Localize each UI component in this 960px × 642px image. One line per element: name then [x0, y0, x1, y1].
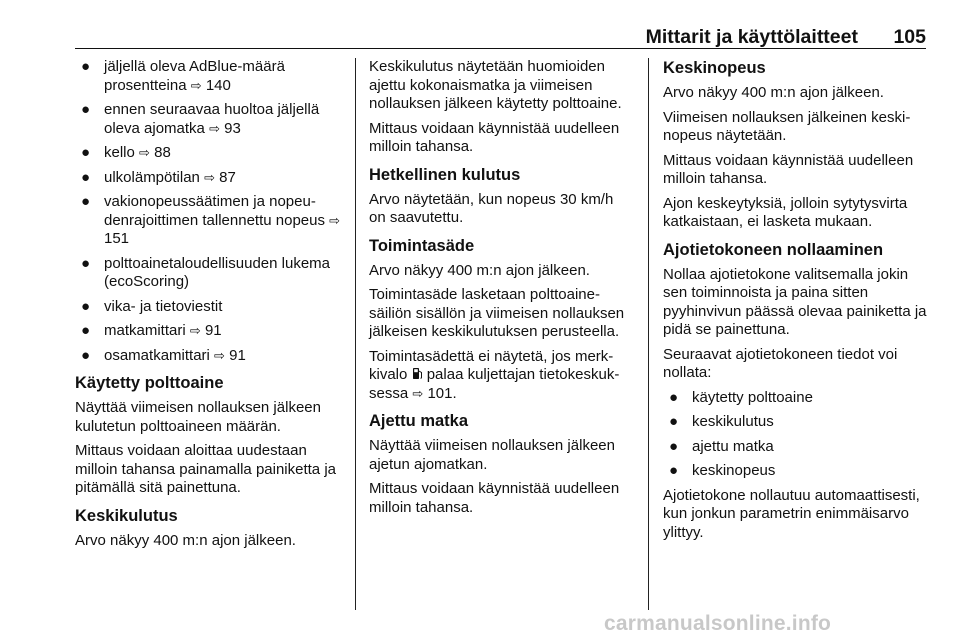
reference-arrow-icon: ⇨: [214, 347, 225, 363]
bullet-list: [75, 58, 343, 365]
page-reference[interactable]: 140: [205, 76, 231, 94]
reference-arrow-icon: ⇨: [329, 212, 341, 228]
page-reference[interactable]: 101.: [427, 384, 457, 402]
reference-arrow-icon: ⇨: [204, 169, 215, 185]
reference-arrow-icon: ⇨: [139, 145, 150, 160]
section-heading: Ajettu matka: [369, 412, 469, 430]
paragraph: Mittaus voidaan aloittaa uudestaan milloin tahansa painamalla painiketta ja pitämällä sitä painettuna.: [75, 442, 336, 496]
reference-arrow-icon: ⇨: [412, 385, 424, 401]
page-reference[interactable]: 93: [224, 119, 241, 137]
list-item: ● kello ⇨ 88: [81, 144, 171, 161]
paragraph: Näyttää viimeisen nollauksen jälkeen ajetun ajomatkan.: [369, 437, 615, 473]
page-reference[interactable]: 87: [219, 168, 236, 186]
fuel-pump-icon: [412, 367, 423, 380]
page-reference[interactable]: 91: [229, 346, 246, 364]
paragraph: Arvo näytetään, kun nopeus 30 km/h on saavutettu.: [369, 190, 614, 226]
bullet-icon: ●: [669, 413, 679, 430]
list-item: ● käytetty polttoaine: [669, 388, 813, 406]
bullet-icon: ●: [669, 437, 679, 455]
list-item: ● osamatkamittari ⇨ 91: [81, 346, 246, 364]
paragraph: Nollaa ajotietokone valitsemalla jokin sen toiminnoista ja paina sitten pyyhinvivun päässä olevaa painiketta ja pidä se painettuna.: [663, 265, 927, 338]
paragraph: Arvo näkyy 400 m:n ajon jälkeen.: [663, 84, 884, 101]
list-item: ● matkamittari ⇨ 91: [81, 322, 222, 339]
list-item: ● keskikulutus: [669, 413, 774, 430]
paragraph: Arvo näkyy 400 m:n ajon jälkeen.: [369, 261, 590, 279]
section-heading: Toimintasäde: [369, 236, 475, 255]
list-item: ● ajettu matka: [669, 437, 774, 455]
column-divider: [648, 58, 649, 610]
bullet-icon: ●: [81, 297, 91, 315]
paragraph: Mittaus voidaan käynnistää uudelleen milloin tahansa.: [369, 480, 620, 516]
paragraph: Mittaus voidaan käynnistää uudelleen milloin tahansa.: [663, 151, 914, 187]
bullet-icon: ●: [81, 193, 91, 210]
paragraph: Seuraavat ajotietokoneen tiedot voi nollata:: [663, 345, 898, 381]
paragraph: Viimeisen nollauksen jälkeinen keskinopeus näytetään.: [663, 108, 911, 144]
paragraph: Mittaus voidaan käynnistää uudelleen milloin tahansa.: [369, 119, 620, 155]
watermark: carmanualsonline.info: [604, 612, 832, 635]
paragraph: Toimintasäde lasketaan polttoainesäiliön sisällön ja viimeisen nollauksen jälkeisen keskikulutuksen perusteella.: [369, 286, 625, 340]
paragraph: Ajotietokone nollautuu automaattisesti, kun jonkun parametrin enimmäisarvo ylittyy.: [663, 486, 920, 541]
bullet-icon: ●: [81, 168, 91, 186]
list-item: ● vakionopeussäätimen ja nopeudenrajoittimen tallennettu nopeus ⇨ 151: [81, 193, 341, 247]
reference-arrow-icon: ⇨: [189, 323, 201, 338]
bullet-icon: ●: [669, 462, 679, 479]
section-heading: Keskikulutus: [75, 506, 178, 525]
bullet-icon: ●: [669, 388, 679, 406]
bullet-icon: ●: [81, 322, 91, 339]
page-reference[interactable]: 91: [204, 322, 222, 339]
bullet-icon: ●: [81, 144, 91, 161]
column-1: [75, 58, 343, 556]
bullet-icon: ●: [81, 58, 91, 75]
page-title: Mittarit ja käyttölaitteet: [645, 26, 858, 48]
list-item: ● ulkolämpötilan ⇨ 87: [81, 168, 236, 186]
list-item: ● jäljellä oleva AdBlue-määrä prosentteina ⇨ 140: [81, 58, 285, 94]
page-header: [75, 22, 926, 49]
section-heading: Keskinopeus: [663, 59, 766, 77]
list-item: ● polttoainetaloudellisuuden lukema (ecoScoring): [81, 254, 330, 290]
paragraph: Toimintasädettä ei näytetä, jos merkkivalo palaa kuljettajan tietokeskuksessa ⇨ 101.: [369, 347, 620, 402]
paragraph: Arvo näkyy 400 m:n ajon jälkeen.: [75, 531, 296, 549]
paragraph: Ajon keskeytyksiä, jolloin sytytysvirta katkaistaan, ei lasketa mukaan.: [663, 194, 908, 230]
bullet-icon: ●: [81, 254, 91, 272]
section-heading: Käytetty polttoaine: [75, 374, 224, 392]
reference-arrow-icon: ⇨: [190, 77, 202, 93]
section-heading: Hetkellinen kulutus: [369, 165, 521, 184]
bullet-icon: ●: [81, 346, 91, 364]
list-item: ● vika- ja tietoviestit: [81, 297, 223, 315]
list-item: ● keskinopeus: [669, 462, 776, 479]
reference-arrow-icon: ⇨: [209, 120, 220, 136]
paragraph: Keskikulutus näytetään huomioiden ajettu kokonaismatka ja viimeisen nollauksen jälkeen käytetty polttoaine.: [369, 58, 622, 112]
column-2: [369, 58, 634, 523]
column-3: [663, 58, 928, 548]
bullet-icon: ●: [81, 101, 91, 118]
column-divider: [355, 58, 356, 610]
bullet-list: [663, 389, 928, 481]
list-item: ● ennen seuraavaa huoltoa jäljellä oleva ajomatka ⇨ 93: [81, 101, 320, 137]
section-heading: Ajotietokoneen nollaaminen: [663, 240, 884, 259]
paragraph: Näyttää viimeisen nollauksen jälkeen kulutetun polttoaineen määrän.: [75, 399, 321, 435]
page-number: 105: [893, 26, 926, 48]
page-reference[interactable]: 151: [104, 230, 130, 247]
page-reference[interactable]: 88: [154, 144, 171, 161]
